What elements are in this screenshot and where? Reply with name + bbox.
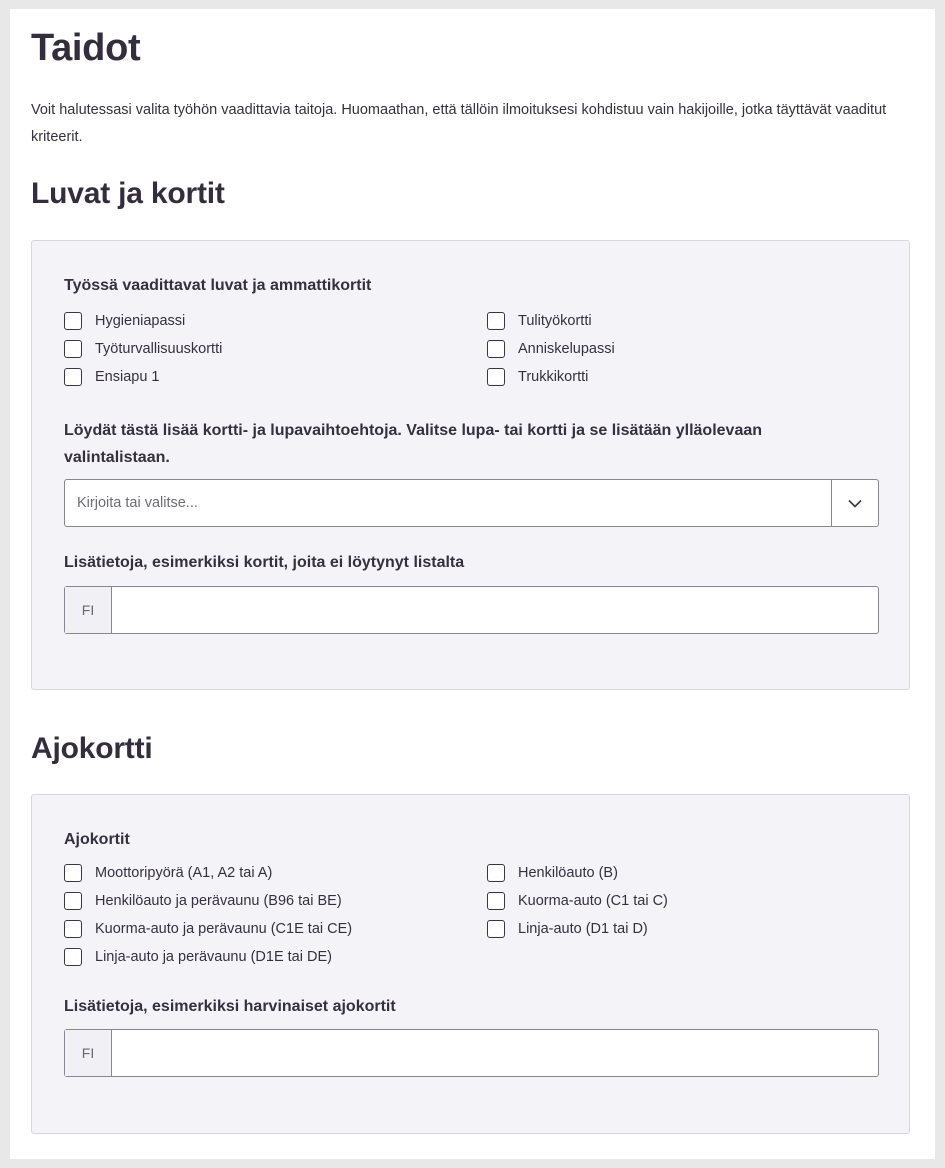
checkbox-ensiapu-1[interactable] <box>64 367 160 387</box>
license-extra-label: Lisätietoja, esimerkiksi harvinaiset ajokortit <box>64 998 396 1015</box>
checkbox-label: Hygieniapassi <box>95 313 186 329</box>
intro-text: Voit halutessasi valita työhön vaadittavia taitoja. Huomaathan, että tällöin ilmoituksesi kohdistuu vain hakijoille, jotka täyttävät vaaditut kriteerit. <box>31 102 887 145</box>
checkbox-anniskelupassi[interactable] <box>487 339 615 359</box>
checkbox-label: Tulityökortti <box>518 313 592 329</box>
more-permits-text: Löydät tästä lisää kortti- ja lupavaihtoehtoja. Valitse lupa- tai kortti ja se lisätään ylläolevaan valintalistaan. <box>64 422 763 466</box>
checkbox-box[interactable] <box>64 864 82 882</box>
checkbox-label: Moottoripyörä (A1, A2 tai A) <box>95 865 273 881</box>
chevron-down-icon <box>848 499 862 508</box>
checkbox-label: Henkilöauto ja perävaunu (B96 tai BE) <box>95 893 342 909</box>
checkbox-label: Työturvallisuuskortti <box>95 341 223 357</box>
checkbox-box[interactable] <box>64 368 82 386</box>
checkbox-kuorma-auto[interactable] <box>487 891 668 911</box>
checkbox-box[interactable] <box>64 312 82 330</box>
permits-heading: Luvat ja kortit <box>31 177 225 210</box>
checkbox-box[interactable] <box>487 312 505 330</box>
checkbox-box[interactable] <box>487 864 505 882</box>
checkbox-label: Linja-auto (D1 tai D) <box>518 921 648 937</box>
language-tag: FI <box>65 1030 112 1076</box>
checkbox-tyoturvallisuuskortti[interactable] <box>64 339 222 359</box>
checkbox-tulityokortti[interactable] <box>487 311 592 331</box>
license-heading: Ajokortti <box>31 732 153 765</box>
language-tag: FI <box>65 587 112 633</box>
checkbox-box[interactable] <box>64 920 82 938</box>
checkbox-trukkikortti[interactable] <box>487 367 588 387</box>
checkbox-kuorma-auto-peravaunu[interactable] <box>64 919 352 939</box>
checkbox-box[interactable] <box>64 892 82 910</box>
checkbox-label: Linja-auto ja perävaunu (D1E tai DE) <box>95 949 332 965</box>
checkbox-label: Anniskelupassi <box>518 341 615 357</box>
permits-panel <box>31 240 910 690</box>
checkbox-linja-auto[interactable] <box>487 919 648 939</box>
checkbox-box[interactable] <box>487 368 505 386</box>
permits-extra-field <box>64 586 879 634</box>
checkbox-label: Trukkikortti <box>518 369 589 385</box>
license-extra-input[interactable] <box>112 1030 878 1076</box>
checkbox-box[interactable] <box>487 340 505 358</box>
permit-search-input[interactable] <box>65 480 831 526</box>
dropdown-toggle-button[interactable] <box>831 480 878 526</box>
checkbox-label: Ensiapu 1 <box>95 369 160 385</box>
permits-group-title: Työssä vaadittavat luvat ja ammattikortit <box>64 277 372 294</box>
checkbox-henkiloauto-peravaunu[interactable] <box>64 891 342 911</box>
checkbox-box[interactable] <box>64 340 82 358</box>
license-group-title: Ajokortit <box>64 831 130 848</box>
permits-extra-input[interactable] <box>112 587 878 633</box>
page-title: Taidot <box>31 27 141 69</box>
checkbox-moottoripyora[interactable] <box>64 863 272 883</box>
checkbox-box[interactable] <box>64 948 82 966</box>
checkbox-label: Henkilöauto (B) <box>518 865 618 881</box>
checkbox-linja-auto-peravaunu[interactable] <box>64 947 332 967</box>
checkbox-henkiloauto[interactable] <box>487 863 618 883</box>
license-panel <box>31 794 910 1134</box>
checkbox-box[interactable] <box>487 892 505 910</box>
permit-combobox[interactable] <box>64 479 879 527</box>
checkbox-hygieniapassi[interactable] <box>64 311 185 331</box>
license-extra-field <box>64 1029 879 1077</box>
permits-extra-label: Lisätietoja, esimerkiksi kortit, joita ei löytynyt listalta <box>64 554 465 571</box>
checkbox-box[interactable] <box>487 920 505 938</box>
checkbox-label: Kuorma-auto ja perävaunu (C1E tai CE) <box>95 921 353 937</box>
skills-page <box>10 9 935 1159</box>
checkbox-label: Kuorma-auto (C1 tai C) <box>518 893 668 909</box>
